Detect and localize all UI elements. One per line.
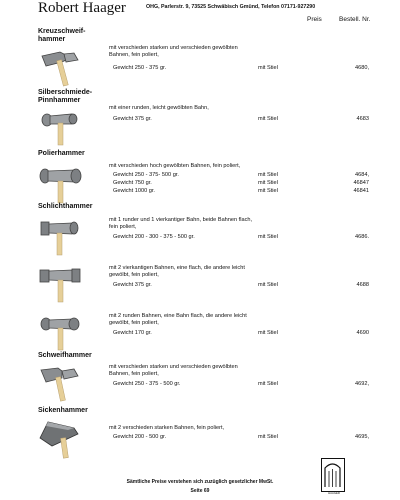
section-title-line: Schweifhammer	[38, 352, 92, 359]
stiel-text: mit Stiel	[258, 188, 278, 194]
description	[109, 45, 309, 60]
description-line: Bahnen, fein poliert,	[109, 52, 159, 59]
description-line: mit verschieden hoch gewölbten Bahnen, fein poliert,	[109, 163, 241, 169]
description-line: mit 1 runder und 1 vierkantiger Bahn, beide Bahnen flach,	[109, 217, 253, 223]
section-title-line: hammer	[38, 36, 66, 43]
stiel-text: mit Stiel	[258, 381, 278, 387]
stiel-text: mit Stiel	[258, 172, 278, 178]
description	[109, 163, 309, 170]
stiel-text: mit Stiel	[258, 434, 278, 440]
description-line: mit 2 verschieden starken Bahnen, fein poliert,	[109, 425, 225, 431]
company-name: Robert Haager	[38, 0, 126, 16]
stiel-text: mit Stiel	[258, 65, 278, 71]
weight-text: Gewicht 200 - 500 gr.	[113, 434, 167, 440]
pinnhammer-image	[38, 104, 104, 146]
description	[109, 364, 309, 379]
description-line: mit 2 vierkantigen Bahnen, eine flach, die andere leicht	[109, 265, 245, 271]
section-title-line: Polierhammer	[38, 150, 85, 157]
logo-lettering: HAAGER	[328, 491, 340, 495]
article-number: 4680,	[355, 65, 369, 71]
schweifhammer-image	[38, 360, 104, 404]
article-number: 46841	[353, 188, 369, 194]
weight-text: Gewicht 250 - 375 - 500 gr.	[113, 381, 181, 387]
section-title-line: Sickenhammer	[38, 407, 88, 414]
article-number: 46847	[353, 180, 369, 186]
section-title-line: Schlichthammer	[38, 203, 93, 210]
weight-text: Gewicht 200 - 300 - 375 - 500 gr.	[113, 234, 195, 240]
section-title-schlichthammer	[38, 203, 92, 211]
weight-text: Gewicht 250 - 375 gr.	[113, 65, 167, 71]
description	[109, 425, 309, 432]
article-number: 4686.	[355, 234, 369, 240]
weight-text: Gewicht 1000 gr.	[113, 188, 155, 194]
article-number: 4690	[356, 330, 369, 336]
haager-logo	[321, 458, 345, 492]
hammer-vierkant-image	[38, 258, 104, 304]
column-header-preis: Preis	[307, 16, 322, 23]
section-title-polierhammer	[38, 150, 85, 158]
description-line: fein poliert,	[109, 224, 137, 231]
hammer-rund-image	[38, 308, 104, 352]
schlichthammer-image	[38, 212, 104, 256]
description-line: gewölbt, fein poliert,	[109, 320, 159, 327]
section-title-pinnhammer	[38, 89, 92, 105]
stiel-text: mit Stiel	[258, 180, 278, 186]
description	[109, 217, 309, 232]
weight-text: Gewicht 375 gr.	[113, 282, 152, 288]
weight-text: Gewicht 250 - 375- 500 gr.	[113, 172, 179, 178]
description-line: mit einer runden, leicht gewölbten Bahn,	[109, 105, 209, 111]
weight-text: Gewicht 170 gr.	[113, 330, 152, 336]
section-title-schweifhammer	[38, 352, 92, 360]
stiel-text: mit Stiel	[258, 282, 278, 288]
kreuzschweifhammer-image	[38, 46, 104, 88]
company-address: OHG, Parlerstr. 9, 73525 Schwäbisch Gmünd, Telefon 07171-927290	[146, 4, 316, 10]
footer-page-number: Seite 69	[190, 488, 210, 494]
article-number: 4692,	[355, 381, 369, 387]
description-line: gewölbt, fein poliert,	[109, 272, 159, 279]
weight-text: Gewicht 750 gr.	[113, 180, 152, 186]
article-number: 4684,	[355, 172, 369, 178]
stiel-text: mit Stiel	[258, 234, 278, 240]
description-line: Bahnen, fein poliert,	[109, 371, 159, 378]
description	[109, 265, 309, 280]
sickenhammer-image	[38, 414, 104, 460]
section-title-line: Silberschmiede-	[38, 89, 93, 96]
article-number: 4688	[356, 282, 369, 288]
footer-vat-note: Sämtliche Preise verstehen sich zuzüglich gesetzlicher MwSt.	[126, 479, 274, 485]
description	[109, 313, 309, 328]
article-number: 4683	[356, 116, 369, 122]
description-line: mit verschieden starken und verschieden gewölbten	[109, 364, 238, 370]
section-title-kreuzschweifhammer	[38, 28, 85, 44]
section-title-line: Kreuzschweif-	[38, 28, 86, 35]
description-line: mit verschieden starken und verschieden gewölbten	[109, 45, 238, 51]
weight-text: Gewicht 375 gr.	[113, 116, 152, 122]
article-number: 4695,	[355, 434, 369, 440]
stiel-text: mit Stiel	[258, 330, 278, 336]
polierhammer-image	[38, 160, 104, 204]
stiel-text: mit Stiel	[258, 116, 278, 122]
description	[109, 105, 309, 112]
column-header-bestell-nr: Bestell. Nr.	[339, 16, 371, 23]
description-line: mit 2 runden Bahnen, eine Bahn flach, die andere leicht	[109, 313, 247, 319]
section-title-line: Pinnhammer	[38, 97, 81, 104]
